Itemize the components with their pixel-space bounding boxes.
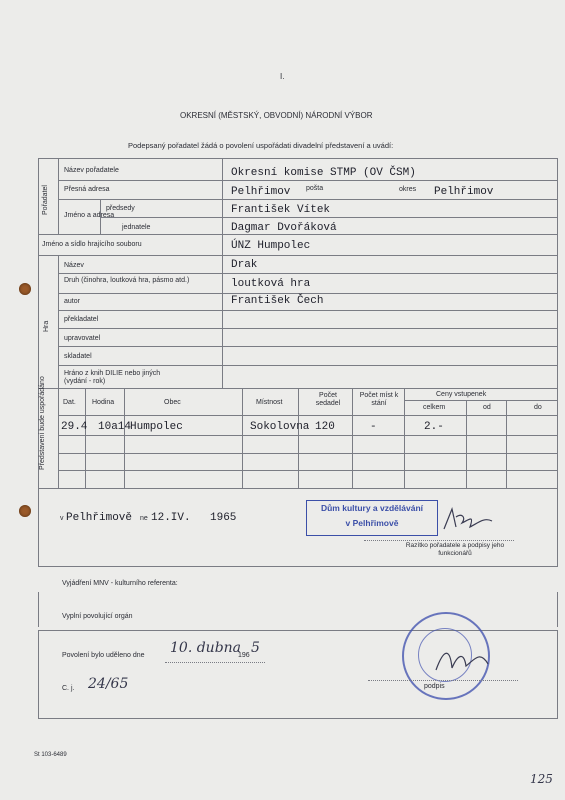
row-stani: - (370, 421, 377, 433)
divider (466, 400, 467, 488)
signature-line (364, 540, 514, 541)
divider (58, 255, 59, 388)
row-hodina: 10a14 (98, 421, 132, 433)
predsedy-value: František Vítek (231, 204, 331, 216)
col-od: od (483, 404, 491, 411)
druh-label: Druh (činohra, loutková hra, pásmo atd.) (64, 277, 190, 284)
jednatele-value: Dagmar Dvořáková (231, 222, 337, 234)
date-value: 12.IV. (151, 512, 191, 524)
organizer-signature (440, 503, 500, 539)
col-sedadel: Počet sedadel (315, 392, 341, 407)
okres-label: okres (399, 186, 417, 193)
divider (557, 630, 558, 718)
nazev-label: Název (64, 262, 84, 269)
mnv-label: Vyjádření MNV - kulturního referenta: (62, 580, 178, 587)
frame-bottom (38, 566, 558, 567)
soubor-label: Jméno a sídlo hrajícího souboru (42, 241, 142, 248)
col-dat: Dat. (63, 399, 76, 406)
name-label: Název pořadatele (64, 167, 119, 174)
col-celkem: celkem (423, 404, 446, 411)
razitko-label: Razítko pořadatele a podpisy jeho funkcionářů (405, 542, 505, 557)
divider (242, 388, 243, 488)
okres-value: Pelhřimov (434, 186, 494, 198)
punch-hole (19, 283, 31, 295)
posta-label: pošta (306, 185, 324, 192)
row-mistnost: Sokolovna (250, 421, 310, 433)
page-number: 125 (530, 772, 553, 786)
cj-value: 24/65 (88, 676, 129, 692)
row-sedadel: 120 (315, 421, 335, 433)
official-signature-line (368, 680, 518, 681)
col-stani: Počet míst k stání (359, 392, 399, 407)
year-value: 1965 (210, 512, 237, 524)
divider (58, 346, 558, 347)
organ-label: Vyplní povolující orgán (62, 613, 133, 620)
address-value: Pelhřimov (231, 186, 291, 198)
stamp-line-1: Dům kultury a vzdělávání (320, 503, 424, 513)
divider (38, 234, 558, 235)
jednatele-label: jednatele (122, 224, 151, 231)
divider (404, 400, 557, 401)
col-ceny: Ceny vstupenek (436, 391, 487, 398)
divider (58, 328, 558, 329)
divider (506, 400, 507, 488)
col-mistnost: Místnost (256, 399, 283, 406)
roman-numeral: I. (280, 72, 285, 81)
year-suffix: 5 (251, 640, 260, 656)
soubor-value: ÚNZ Humpolec (231, 240, 311, 252)
autor-label: autor (64, 298, 80, 305)
date-line (165, 662, 265, 663)
divider (58, 273, 558, 274)
divider (38, 630, 39, 718)
druh-value: loutková hra (231, 278, 311, 290)
col-do: do (534, 404, 542, 411)
hra-side-label: Hra (43, 320, 50, 332)
divider (298, 388, 299, 488)
poradatel-side-label: Pořadatel (42, 185, 49, 215)
divider (58, 453, 558, 454)
divider (58, 310, 558, 311)
divider (58, 415, 558, 416)
divider (58, 388, 59, 488)
divider (58, 293, 558, 294)
divider (38, 255, 558, 256)
date-prefix: ne (140, 515, 148, 522)
divider (58, 199, 558, 200)
official-signature (430, 640, 500, 680)
divider (58, 435, 558, 436)
divider (85, 388, 86, 488)
divider (38, 718, 558, 719)
povoleni-value: 10. dubna (170, 640, 242, 656)
divider (124, 388, 125, 488)
divider (38, 592, 39, 627)
address-label: Přesná adresa (64, 186, 110, 193)
punch-hole (19, 505, 31, 517)
divider (38, 488, 558, 489)
podpis-label: podpis (424, 683, 445, 690)
cj-label: C. j. (62, 685, 75, 692)
povoleni-label: Povolení bylo uděleno dne (62, 652, 145, 659)
divider (404, 388, 405, 488)
form-title: OKRESNÍ (MĚSTSKÝ, OBVODNÍ) NÁRODNÍ VÝBOR (180, 111, 373, 120)
divider (58, 158, 59, 234)
form-intro: Podepsaný pořadatel žádá o povolení uspořádati divadelní představení a uvádí: (128, 141, 394, 150)
upravovatel-label: upravovatel (64, 335, 101, 342)
jmeno-label: Jméno a adresa (64, 212, 115, 219)
place-prefix: v (60, 515, 64, 522)
form-code: St 103-6489 (34, 752, 67, 758)
divider (557, 592, 558, 627)
divider (58, 470, 558, 471)
frame-right (557, 158, 558, 566)
divider (58, 180, 558, 181)
divider (100, 217, 558, 218)
predsedy-label: předsedy (106, 205, 135, 212)
nazev-value: Drak (231, 259, 258, 271)
predstaveni-side-label: Představení bude uspořádáno (39, 376, 46, 470)
organizer-stamp (306, 500, 438, 536)
place-value: Pelhřimově (66, 512, 133, 524)
name-value: Okresní komise STMP (OV ČSM) (231, 167, 416, 179)
divider (352, 388, 353, 488)
frame-top (38, 158, 558, 159)
divider (58, 365, 558, 366)
row-obec: Humpolec (130, 421, 183, 433)
year-prefix: 196 (238, 652, 250, 659)
stamp-line-2: v Pelhřimově (345, 518, 399, 528)
col-obec: Obec (164, 399, 181, 406)
dilie-label: Hráno z knih DILIE nebo jiných (vydání - rok) (64, 370, 161, 385)
row-celkem: 2.- (424, 421, 444, 433)
row-dat: 29.4 (61, 421, 88, 433)
prekladatel-label: překladatel (64, 316, 99, 323)
skladatel-label: skladatel (64, 353, 92, 360)
frame-left (38, 158, 39, 566)
col-hodina: Hodina (92, 399, 115, 406)
autor-value: František Čech (231, 295, 324, 307)
